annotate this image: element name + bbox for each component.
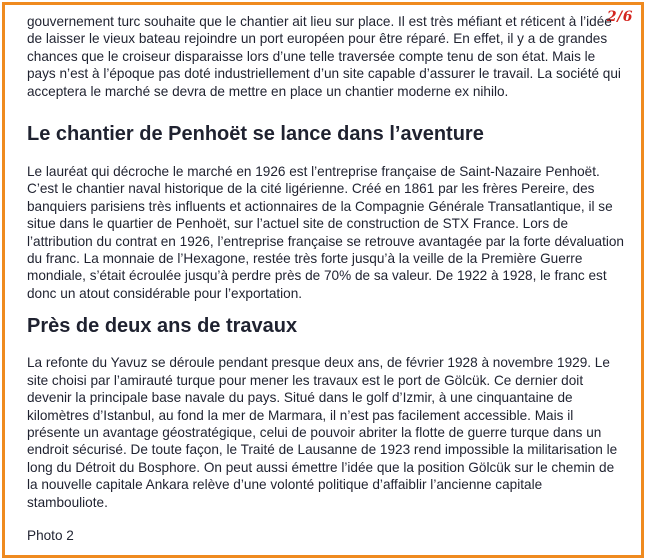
section-heading-penhoet: Le chantier de Penhoët se lance dans l’aventure <box>27 123 484 146</box>
article-body <box>27 13 625 544</box>
page-frame <box>2 2 644 558</box>
section-heading-travaux: Près de deux ans de travaux <box>27 315 298 338</box>
intro-paragraph: gouvernement turc souhaite que le chantier ait lieu sur place. Il est très méfiant et réticent à l’idée de laisser le vieux bateau rejoindre un port européen pour être réparé. En effet, il y a de grandes chances que le croiseur disparaisse lors d’une telle traversée compte tenu de son état. Mais le pays n’est à l’époque pas doté industriellement d’un site capable d’assurer le travail. La société qui acceptera le marché se devra de mettre en place un chantier moderne ex nihilo. <box>27 14 621 99</box>
section-paragraph-penhoet: Le lauréat qui décroche le marché en 1926 est l’entreprise française de Saint-Nazaire Penhoët. C’est le chantier naval historique de la cité ligérienne. Créé en 1861 par les frères Pereire, des banquiers parisiens très influents et actionnaires de la Compagnie Générale Transatlantique, il se situe dans le quartier de Penhoët, sur l’actuel site de construction de STX France. Lors de l’attribution du contrat en 1926, l’entreprise française se retrouve avantagée par la forte dévaluation du franc. La monnaie de l’Hexagone, restée très forte jusqu’à la veille de la Première Guerre mondiale, s’était écroulée jusqu’à perdre près de 70% de sa valeur. De 1922 à 1928, le franc est donc un atout considérable pour l’exportation. <box>27 164 624 301</box>
photo-caption: Photo 2 <box>27 527 74 543</box>
page-number: 2/6 <box>606 9 633 25</box>
section-paragraph-travaux: La refonte du Yavuz se déroule pendant presque deux ans, de février 1928 à novembre 1929. Le site choisi par l’amirauté turque pour mener les travaux est le port de Gölcük. Ce dernier doit devenir la principale base navale du pays. Situé dans le golf d’Izmir, à une cinquantaine de kilomètres d’Istanbul, au fond la mer de Marmara, il n’est pas facilement accessible. Mais il présente un avantage géostratégique, celui de pouvoir abriter la flotte de guerre turque dans un endroit sécurisé. De toute façon, le Traité de Lausanne de 1923 rend impossible la militarisation le long du Détroit du Bosphore. On peut aussi émettre l’idée que la position Gölcük sur le chemin de la nouvelle capitale Ankara relève d’une volonté politique d’affaiblir l’ancienne capitale stambouliote. <box>27 355 618 510</box>
